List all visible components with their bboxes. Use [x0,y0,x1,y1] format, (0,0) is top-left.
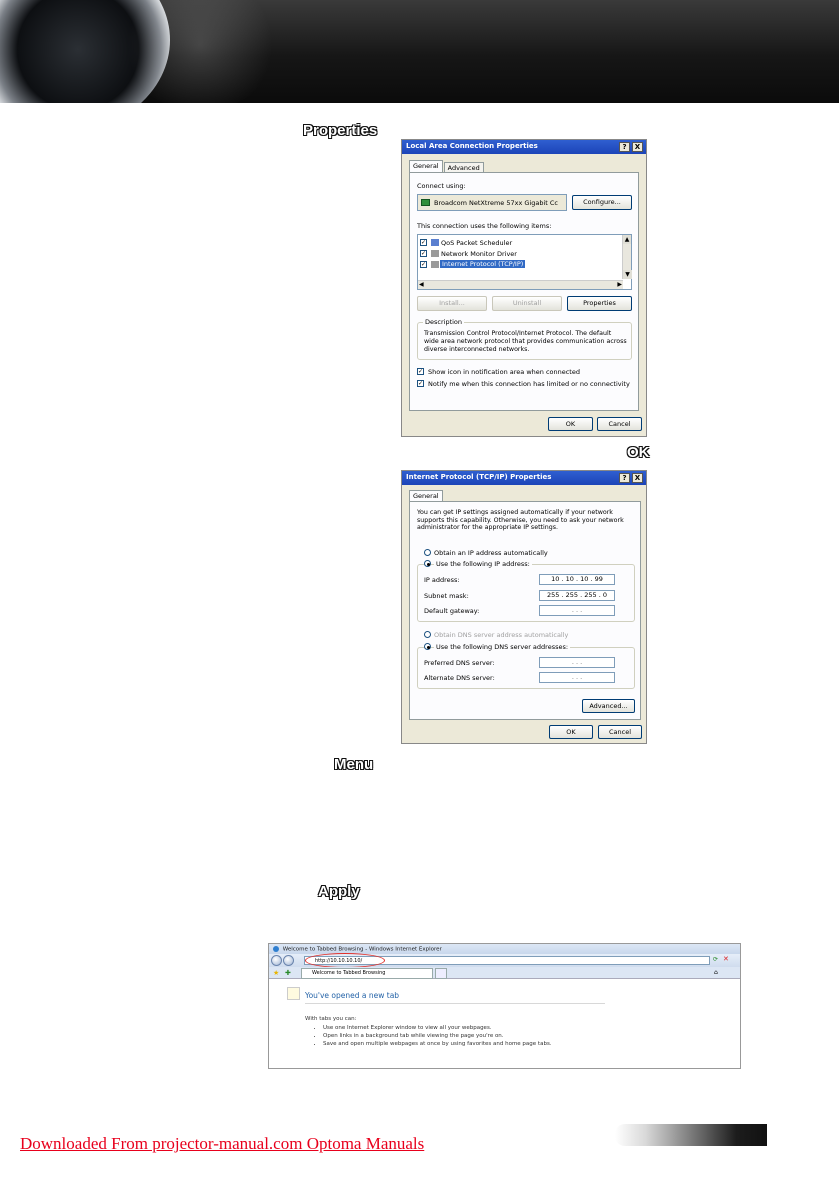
properties-button[interactable]: Properties [567,296,632,311]
gateway-field[interactable]: . . . [539,605,615,616]
cancel-button[interactable]: Cancel [598,725,642,739]
keyword-properties: Properties [303,122,378,139]
list-item: • Use one Internet Explorer window to view all your webpages. [323,1024,552,1032]
notify-label: Notify me when this connection has limited or no connectivity [428,380,630,388]
item-checkbox[interactable]: ✓ [421,250,427,257]
address-text: http://10.10.10.10/ [315,958,363,964]
install-button[interactable]: Install... [417,296,487,311]
dialog-title: Internet Protocol (TCP/IP) Properties [406,473,552,481]
new-tab-heading: You've opened a new tab [305,991,400,1000]
item-label: Network Monitor Driver [441,250,517,258]
scroll-up-arrow-icon[interactable]: ▲ [624,236,630,243]
gateway-label: Default gateway: [424,607,480,615]
browser-window [268,943,741,1069]
item-checkbox[interactable]: ✓ [421,261,427,268]
list-item[interactable] [420,248,620,259]
close-button[interactable]: X [632,473,643,483]
scroll-left-arrow-icon[interactable]: ◀ [419,281,424,288]
help-button[interactable]: ? [619,142,630,152]
dialog-titlebar [402,471,646,485]
address-bar-row [269,954,740,967]
ip-group [417,560,635,622]
download-source-link[interactable]: Downloaded From projector-manual.com Optoma Manuals [20,1134,425,1153]
item-checkbox[interactable]: ✓ [421,239,427,246]
browser-title: Welcome to Tabbed Browsing - Windows Internet Explorer [282,946,442,953]
intro-text: You can get IP settings assigned automatically if your network supports this capability. Otherwise, you need to ask your network administrator for the appropriate IP settings. [417,509,624,531]
obtain-dns-radio[interactable] [424,631,431,638]
preferred-dns-field[interactable]: . . . [539,657,615,668]
heading-divider [305,1003,605,1004]
new-tab-page-icon [287,987,300,1000]
components-list[interactable] [417,234,632,290]
items-label: This connection uses the following items: [417,222,552,230]
home-icon[interactable]: ⌂ [714,969,718,976]
dialog-titlebar [402,140,646,154]
keyword-ok: OK [627,444,650,461]
alternate-dns-label: Alternate DNS server: [424,674,495,682]
list-item: • Open links in a background tab while viewing the page you're on. [323,1032,552,1040]
tab-bar [269,967,740,979]
keyword-apply: Apply [318,883,360,900]
favorites-star-icon[interactable]: ★ [273,969,280,977]
ip-address-field[interactable]: 10 . 10 . 10 . 99 [539,574,615,585]
help-button[interactable]: ? [619,473,630,483]
scroll-right-arrow-icon[interactable]: ▶ [617,281,622,288]
network-card-icon [421,199,430,206]
list-item-selected[interactable] [420,259,620,270]
header-banner [0,0,839,103]
connect-using-label: Connect using: [417,182,466,190]
add-favorites-icon[interactable]: ✚ [285,969,291,977]
tcpip-properties-dialog [401,470,647,744]
use-dns-radio[interactable] [424,643,431,650]
new-tab-button[interactable] [435,968,447,979]
tab-general[interactable]: General [409,490,443,501]
description-label: Description [425,318,463,326]
subnet-mask-label: Subnet mask: [424,592,469,600]
adapter-name: Broadcom NetXtreme 57xx Gigabit Cc [434,199,559,207]
features-list [323,1024,552,1048]
obtain-ip-label: Obtain an IP address automatically [434,549,548,557]
stop-icon[interactable]: ✕ [723,955,729,963]
keyword-menu: Menu [334,756,374,773]
obtain-ip-radio[interactable] [424,549,431,556]
tab-general[interactable]: General [409,160,443,173]
horizontal-scrollbar[interactable] [418,280,623,289]
subnet-mask-field[interactable]: 255 . 255 . 255 . 0 [539,590,615,601]
ok-button[interactable]: OK [549,725,593,739]
use-dns-label: Use the following DNS server addresses: [436,643,569,651]
scheduler-icon [431,239,439,246]
adapter-box [417,194,567,211]
tab-label: Welcome to Tabbed Browsing [312,970,386,976]
close-button[interactable]: X [632,142,643,152]
notify-checkbox[interactable]: ✓ [418,380,424,387]
tab-advanced[interactable]: Advanced [444,162,484,173]
monitor-icon [431,250,439,257]
item-label: QoS Packet Scheduler [441,239,513,247]
back-button-icon[interactable] [271,955,282,966]
description-text: Transmission Control Protocol/Internet Protocol. The default wide area network protocol that provides communication across diverse interconnected networks. [424,330,627,353]
use-ip-radio[interactable] [424,560,431,567]
obtain-dns-label: Obtain DNS server address automatically [434,631,569,639]
lens-glow [120,0,280,103]
page-footer-bar [615,1124,767,1146]
protocol-icon [431,261,439,268]
preferred-dns-label: Preferred DNS server: [424,659,495,667]
refresh-icon[interactable]: ⟳ [713,956,719,963]
show-icon-label: Show icon in notification area when connected [428,368,580,376]
browser-tab[interactable] [301,968,433,979]
dns-group [417,643,635,689]
ie-logo-icon [273,946,279,952]
item-label: Internet Protocol (TCP/IP) [442,260,524,268]
list-item[interactable] [420,237,620,248]
vertical-scrollbar[interactable] [622,235,631,279]
ip-address-label: IP address: [424,576,460,584]
ok-button[interactable]: OK [548,417,593,431]
show-icon-checkbox[interactable]: ✓ [418,368,424,375]
description-group [417,318,632,360]
cancel-button[interactable]: Cancel [597,417,642,431]
advanced-button[interactable]: Advanced... [582,699,635,713]
alternate-dns-field[interactable]: . . . [539,672,615,683]
uninstall-button[interactable]: Uninstall [492,296,562,311]
lan-properties-dialog [401,139,647,437]
list-item: • Save and open multiple webpages at once by using favorites and home page tabs. [323,1040,552,1048]
dialog-title: Local Area Connection Properties [406,142,538,150]
address-highlight-oval [305,953,385,968]
with-tabs-label: With tabs you can: [305,1016,357,1022]
use-ip-label: Use the following IP address: [436,560,530,568]
general-tab-panel [409,172,639,411]
general-tab-panel [409,501,641,720]
scroll-down-arrow-icon[interactable]: ▼ [623,270,632,279]
forward-button-icon[interactable] [283,955,294,966]
configure-button[interactable]: Configure... [572,195,632,210]
